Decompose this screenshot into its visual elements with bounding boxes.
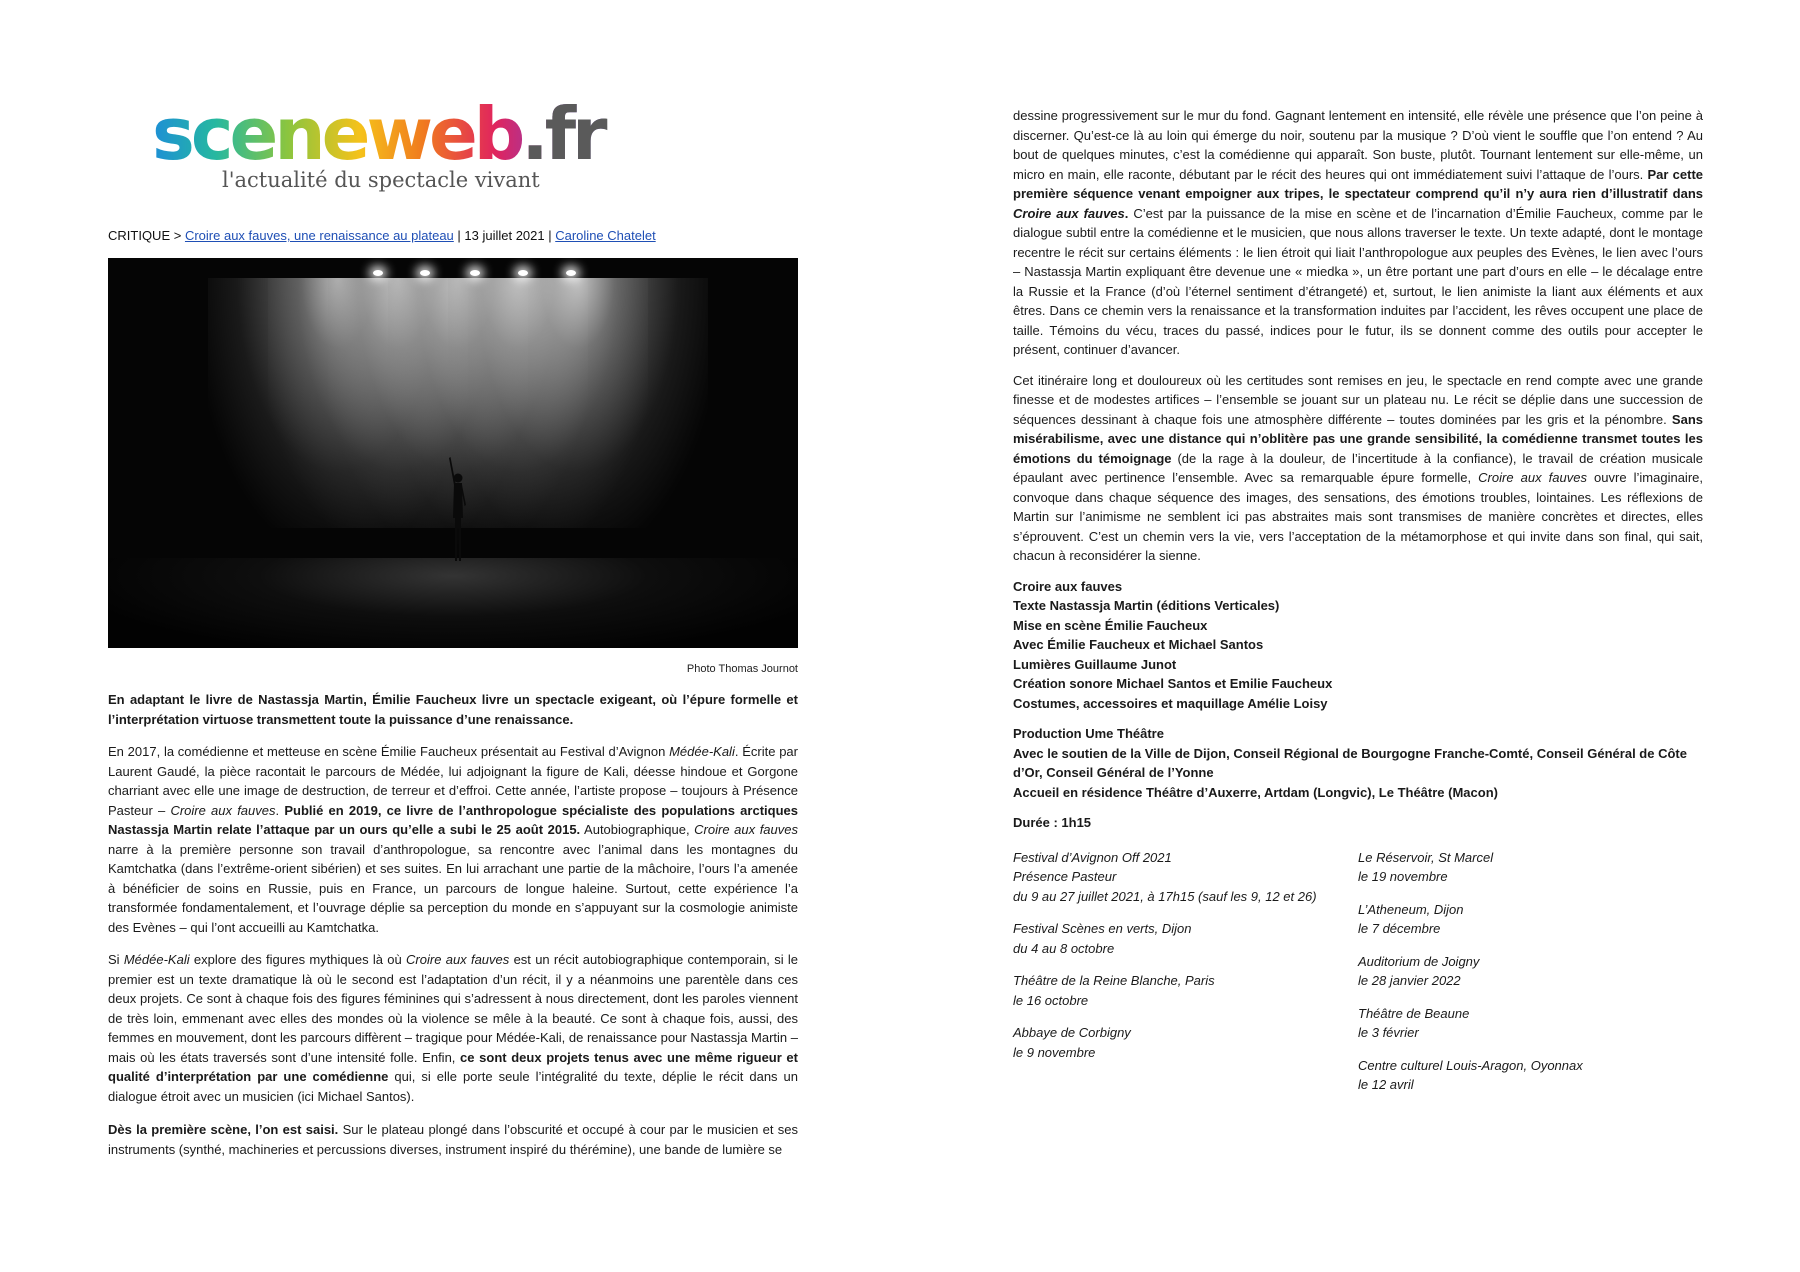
- author-link[interactable]: Caroline Chatelet: [555, 228, 656, 243]
- paragraph-3: Dès la première scène, l’on est saisi. Sur le plateau plongé dans l’obscurité et occupé à cour par le musicien et ses instruments (synthé, machineries et percussions diverses, instrument inspiré du thérémine), une bande de lumière se: [108, 1122, 798, 1157]
- article-title-link[interactable]: Croire aux fauves, une renaissance au plateau: [184, 228, 454, 243]
- credit-line: Croire aux fauves: [1013, 578, 1123, 594]
- tour-date-entry: Auditorium de Joigny le 28 janvier 2022: [1358, 953, 1480, 988]
- logo-wordmark: sceneweb.fr: [152, 92, 604, 176]
- paragraph-5: Cet itinéraire long et douloureux où les certitudes sont remises en jeu, le spectacle en rend compte avec une grande finesse et de modestes artifices – l’ensemble se jouant sur un plateau nu. Le récit se déplie dans une succession de séquences dessinant à chaque fois une atmosphère différente – toutes dominées par les gris et la pénombre. Sans misérabilisme, avec une distance qui n’oblitère pas une grande sensibilité, la comédienne transmet toutes les émotions du témoignage (de la rage à la douleur, de l’incertitude à la confiance), le travail de création musicale épaulant avec pertinence l’ensemble. Avec sa remarquable épure formelle, Croire aux fauves ouvre l’imaginaire, convoque dans chaque séquence des images, des sensations, des émotions troubles, lointaines. Les réflexions de Martin sur l’animisme ne semblent ici pas abstraites mais sont transmises de manière concrètes et directes, elles s’éprouvent. C’est un chemin vers la vie, vers l’acceptation de la métamorphose et qui invite dans son final, qui sait, chacun à reconsidérer la sienne.: [1013, 372, 1704, 563]
- tour-date-entry: Festival d’Avignon Off 2021 Présence Pasteur du 9 au 27 juillet 2021, à 17h15 (sauf les 9, 12 et 26): [1013, 849, 1317, 904]
- paragraph-4: dessine progressivement sur le mur du fond. Gagnant lentement en intensité, elle révèle une présence que l’on peine à discerner. Qu’est-ce là au loin qui émerge du noir, soutenu par la musique ? D’où vient le souffle que l’on entend ? Au bout de quelques minutes, c’est la comédienne qui apparaît. Son buste, plutôt. Tournant lentement sur elle-même, un micro en main, elle raconte, débutant par le récit des heures qui ont immédiatement suivi l’attaque de l’ours. Par cette première séquence venant empoigner aux tripes, le spectateur comprend qu’il n’y aura rien d’illustratif dans Croire aux fauves. C’est par la puissance de la mise en scène et de l’incarnation d’Émilie Faucheux, comme par le dialogue subtil entre la comédienne et le musicien, que nous allons traverser le texte. Un texte adapté, dont le montage recentre le récit sur certains éléments : le lien étroit qui liait l’anthropologue aux peuples des Evènes, le lien avec l’ours – Nastassja Martin expliquant être devenue une « miedka », un être portant une part d’ours en elle – le décalage entre la Russie et la France (d’où l’éternel sentiment d’étrangeté) et, surtout, le lien animiste la liant aux éléments et aux êtres. Dans ce chemin vers la renaissance et la transformation induites par l’accident, les rêves occupent une place de taille. Témoins du vécu, traces du passé, indices pour le futur, ils se donnent comme des outils pour accepter le présent, continuer d’avancer.: [1013, 108, 1704, 357]
- tour-date-entry: Théâtre de la Reine Blanche, Paris le 16 octobre: [1013, 973, 1215, 1008]
- tour-date-entry: Le Réservoir, St Marcel le 19 novembre: [1358, 849, 1494, 884]
- performer-silhouette: [449, 443, 467, 563]
- article-meta: [108, 228, 656, 243]
- credit-line: Texte Nastassja Martin (éditions Verticales): [1013, 598, 1280, 613]
- site-logo[interactable]: [152, 92, 604, 192]
- tour-dates-left: [1013, 848, 1358, 1108]
- duration: Durée : 1h15: [1013, 815, 1092, 830]
- category-label: CRITIQUE: [108, 228, 171, 243]
- tour-date-entry: L’Atheneum, Dijon le 7 décembre: [1358, 901, 1464, 936]
- article-photo: [108, 258, 798, 648]
- credit-line: Costumes, accessoires et maquillage Amélie Loisy: [1013, 695, 1328, 711]
- meta-separator: >: [170, 228, 185, 243]
- tour-date-entry: Abbaye de Corbigny le 9 novembre: [1013, 1025, 1131, 1060]
- production-line: Avec le soutien de la Ville de Dijon, Conseil Régional de Bourgogne Franche-Comté, Conseil Général de Côte d’Or, Conseil Général de l’Yonne: [1013, 745, 1687, 780]
- article-date: | 13 juillet 2021 |: [453, 228, 556, 243]
- tour-dates: [1013, 848, 1703, 1108]
- paragraph-1: En 2017, la comédienne et metteuse en scène Émilie Faucheux présentait au Festival d’Avignon Médée-Kali. Écrite par Laurent Gaudé, la pièce racontait le parcours de Médée, lui adjoignant la figure de Kali, déesse hindoue et Gorgone charriant avec elle une image de destruction, de terreur et d’effroi. Cette année, l’artiste propose – toujours à Présence Pasteur – Croire aux fauves. Publié en 2019, ce livre de l’anthropologue spécialiste des populations arctiques Nastassja Martin relate l’attaque par un ours qu’elle a subi le 25 août 2015. Autobiographique, Croire aux fauves narre à la première personne son travail d’anthropologue, sa rencontre avec l’animal dans les montagnes du Kamtchatka (dans l’extrême-orient sibérien) et ses suites. En lui arrachant une partie de la mâchoire, l’ours l’a amenée à bénéficier de soins en Russie, puis en France, un parcours de longue haleine. Surtout, cette expérience l’a transformée fondamentalement, et l’ouvrage déplie sa perception du monde en s’appuyant sur la cosmologie animiste des Evènes – qui l’ont accueilli au Kamtchatka.: [108, 744, 799, 935]
- credits-block: [1013, 577, 1703, 714]
- tour-date-entry: Centre culturel Louis-Aragon, Oyonnax le 12 avril: [1358, 1057, 1583, 1092]
- production-line: Production Ume Théâtre: [1013, 726, 1164, 741]
- credit-line: Création sonore Michael Santos et Emilie Faucheux: [1013, 676, 1333, 691]
- credit-line: Lumières Guillaume Junot: [1013, 656, 1177, 672]
- photo-caption: Photo Thomas Journot: [686, 663, 798, 675]
- tour-date-entry: Festival Scènes en verts, Dijon du 4 au 8 octobre: [1013, 921, 1192, 956]
- credit-line: Mise en scène Émilie Faucheux: [1013, 617, 1208, 633]
- article-lead: En adaptant le livre de Nastassja Martin, Émilie Faucheux livre un spectacle exigeant, où l’épure formelle et l’interprétation virtuose transmettent toute la puissance d’une renaissance.: [108, 692, 798, 727]
- production-line: Accueil en résidence Théâtre d’Auxerre, Artdam (Longvic), Le Théâtre (Macon): [1013, 784, 1498, 800]
- credit-line: Avec Émilie Faucheux et Michael Santos: [1013, 637, 1264, 652]
- tour-date-entry: Théâtre de Beaune le 3 février: [1358, 1005, 1470, 1040]
- paragraph-2: Si Médée-Kali explore des figures mythiques là où Croire aux fauves est un récit autobiographique contemporain, si le premier est un texte dramatique là où le second est l’adaptation d’un récit, il y a néanmoins une parentèle dans ces deux projets. Ce sont à chaque fois des figures féminines qui s’adressent à nous directement, dont les paroles viennent de très loin, emmenant avec elles des mondes où la violence se mêle à la beauté. Ce sont à chaque fois, aussi, des femmes en mouvement, dont les parcours diffèrent – tragique pour Médée-Kali, de renaissance pour Nastassja Martin – mais où les états traversés sont d’une intensité folle. Enfin, ce sont deux projets tenus avec une même rigueur et qualité d’interprétation par une comédienne qui, si elle porte seule l’intégralité du texte, déplie le récit dans un dialogue étroit avec un musicien (ici Michael Santos).: [108, 952, 799, 1104]
- right-column: [1013, 106, 1703, 1108]
- logo-tagline: l'actualité du spectacle vivant: [222, 168, 540, 192]
- tour-dates-right: [1358, 848, 1703, 1108]
- production-block: [1013, 724, 1703, 802]
